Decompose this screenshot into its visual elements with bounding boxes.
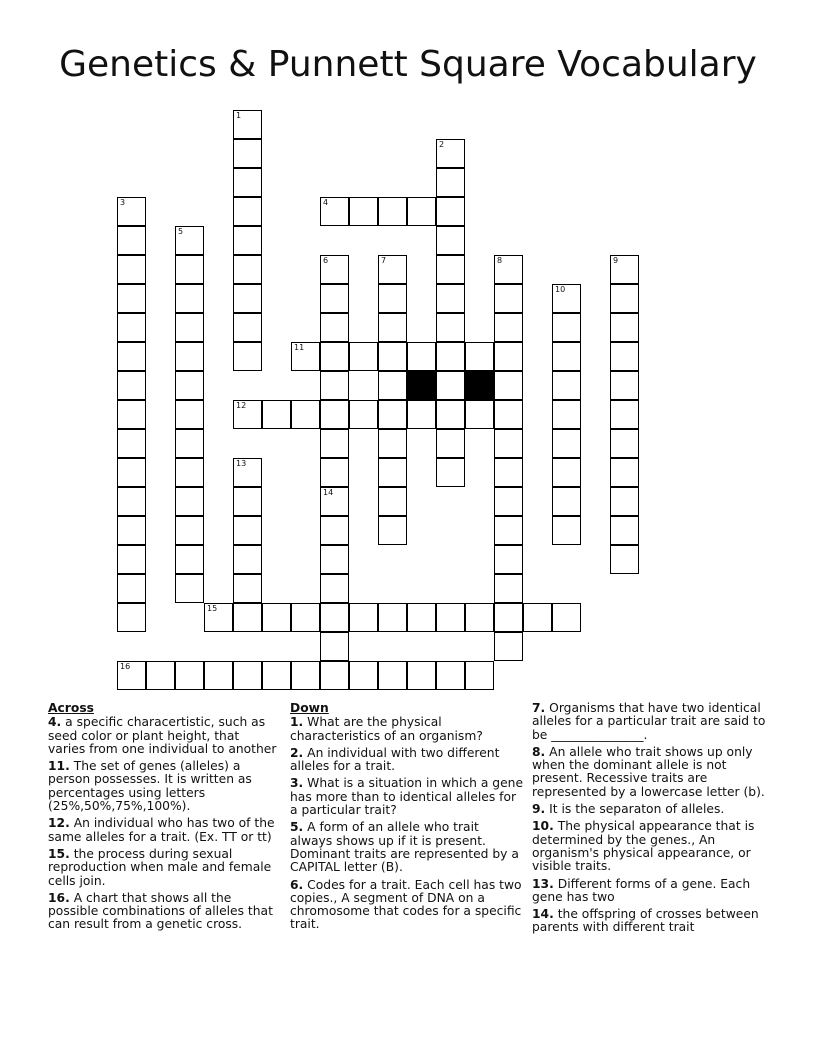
grid-cell[interactable]: [378, 284, 407, 313]
grid-cell[interactable]: [117, 487, 146, 516]
grid-cell[interactable]: [494, 313, 523, 342]
grid-cell[interactable]: [494, 284, 523, 313]
grid-cell[interactable]: [233, 574, 262, 603]
grid-cell[interactable]: [117, 603, 146, 632]
clue-number: 2.: [290, 745, 304, 760]
grid-cell[interactable]: [262, 661, 291, 690]
grid-cell[interactable]: [494, 545, 523, 574]
grid-cell[interactable]: [407, 400, 436, 429]
grid-cell[interactable]: [233, 458, 262, 487]
grid-cell[interactable]: [378, 487, 407, 516]
cell-number: 12: [236, 401, 247, 410]
grid-cell[interactable]: [610, 255, 639, 284]
grid-cell[interactable]: [436, 168, 465, 197]
grid-cell[interactable]: [494, 632, 523, 661]
grid-cell[interactable]: [320, 342, 349, 371]
grid-cell[interactable]: [552, 313, 581, 342]
grid-cell[interactable]: [436, 342, 465, 371]
grid-cell[interactable]: [117, 313, 146, 342]
grid-cell[interactable]: [175, 400, 204, 429]
grid-cell[interactable]: [117, 458, 146, 487]
grid-cell[interactable]: [204, 661, 233, 690]
grid-cell[interactable]: [552, 284, 581, 313]
clue-down-6: [290, 879, 524, 932]
grid-cell[interactable]: [233, 661, 262, 690]
clue-number: 12.: [48, 816, 70, 831]
grid-cell[interactable]: [233, 284, 262, 313]
grid-cell[interactable]: [175, 429, 204, 458]
clue-number: 6.: [290, 877, 304, 892]
grid-cell[interactable]: [378, 429, 407, 458]
grid-cell[interactable]: [349, 603, 378, 632]
cell-number: 2: [439, 140, 445, 149]
grid-cell[interactable]: [552, 516, 581, 545]
puzzle-title: Genetics & Punnett Square Vocabulary: [59, 44, 757, 85]
clue-down-1: [290, 716, 524, 743]
grid-cell[interactable]: [117, 429, 146, 458]
grid-cell[interactable]: [494, 516, 523, 545]
grid-cell[interactable]: [494, 574, 523, 603]
grid-cell[interactable]: [175, 458, 204, 487]
cell-number: 5: [178, 227, 184, 236]
clue-number: 3.: [290, 776, 304, 791]
grid-cell[interactable]: [233, 516, 262, 545]
grid-cell[interactable]: [610, 429, 639, 458]
cell-number: 9: [613, 256, 619, 265]
grid-cell[interactable]: [320, 458, 349, 487]
grid-cell[interactable]: [117, 516, 146, 545]
grid-cell[interactable]: [523, 603, 552, 632]
down-heading: Down: [290, 701, 329, 715]
grid-cell[interactable]: [436, 226, 465, 255]
grid-cell[interactable]: [233, 226, 262, 255]
grid-cell[interactable]: [436, 603, 465, 632]
clue-across-16: [48, 892, 280, 932]
clue-number: 13.: [532, 876, 554, 891]
grid-cell[interactable]: [407, 603, 436, 632]
grid-cell[interactable]: [465, 400, 494, 429]
grid-cell[interactable]: [175, 516, 204, 545]
clue-number: 10.: [532, 819, 554, 834]
grid-cell[interactable]: [610, 545, 639, 574]
clue-text: a specific characertistic, such as seed color or plant height, that varies from one individual to another: [48, 715, 277, 756]
grid-cell[interactable]: [436, 139, 465, 168]
cell-number: 14: [323, 488, 334, 497]
grid-cell[interactable]: [175, 661, 204, 690]
clue-number: 16.: [48, 890, 70, 905]
clue-text: Codes for a trait. Each cell has two copies., A segment of DNA on a chromosome that codes for a specific trait.: [290, 877, 522, 932]
clue-down-3: [290, 777, 524, 817]
clue-text: The set of genes (alleles) a person possesses. It is written as percentages using letters (25%,50%,75%,100%).: [48, 759, 252, 814]
clue-text: the offspring of crosses between parents with different trait: [532, 907, 759, 935]
grid-cell[interactable]: [552, 603, 581, 632]
clue-down-10: [532, 820, 768, 873]
grid-cell[interactable]: [233, 313, 262, 342]
clue-down-8: [532, 746, 768, 799]
clue-down-7: [532, 702, 768, 742]
clue-number: 14.: [532, 907, 554, 922]
clue-text: What is a situation in which a gene has more than to identical alleles for a particular trait?: [290, 776, 524, 818]
grid-cell[interactable]: [494, 603, 523, 632]
cell-number: 15: [207, 604, 218, 613]
grid-cell[interactable]: [117, 400, 146, 429]
grid-cell[interactable]: [117, 284, 146, 313]
grid-cell[interactable]: [175, 342, 204, 371]
grid-cell[interactable]: [465, 342, 494, 371]
across-clues: [48, 702, 280, 936]
grid-cell[interactable]: [233, 197, 262, 226]
grid-cell[interactable]: [291, 661, 320, 690]
grid-cell[interactable]: [610, 371, 639, 400]
blocked-cell: [465, 371, 494, 400]
grid-cell[interactable]: [494, 429, 523, 458]
grid-cell[interactable]: [378, 313, 407, 342]
grid-cell[interactable]: [175, 574, 204, 603]
clue-text: A form of an allele who trait always shows up if it is present. Dominant traits are represented by a CAPITAL letter (B).: [290, 820, 519, 875]
grid-cell[interactable]: [610, 516, 639, 545]
clue-text: An individual who has two of the same alleles for a trait. (Ex. TT or tt): [48, 816, 275, 844]
grid-cell[interactable]: [320, 661, 349, 690]
grid-cell[interactable]: [320, 516, 349, 545]
grid-cell[interactable]: [436, 429, 465, 458]
cell-number: 10: [555, 285, 566, 294]
grid-cell[interactable]: [320, 487, 349, 516]
across-heading: Across: [48, 701, 94, 715]
clue-number: 5.: [290, 820, 304, 835]
grid-cell[interactable]: [175, 313, 204, 342]
clue-number: 11.: [48, 759, 70, 774]
grid-cell[interactable]: [233, 603, 262, 632]
clue-down-13: [532, 878, 768, 905]
grid-cell[interactable]: [262, 400, 291, 429]
grid-cell[interactable]: [436, 458, 465, 487]
grid-cell[interactable]: [349, 197, 378, 226]
clue-across-15: [48, 848, 280, 888]
grid-cell[interactable]: [436, 255, 465, 284]
grid-cell[interactable]: [494, 342, 523, 371]
grid-cell[interactable]: [175, 226, 204, 255]
grid-cell[interactable]: [233, 110, 262, 139]
clue-down-14: [532, 908, 768, 935]
clue-number: 9.: [532, 802, 546, 817]
cell-number: 4: [323, 198, 329, 207]
grid-cell[interactable]: [407, 197, 436, 226]
cell-number: 11: [294, 343, 305, 352]
clue-text: A chart that shows all the possible combinations of alleles that can result from a genetic cross.: [48, 890, 273, 932]
grid-cell[interactable]: [378, 603, 407, 632]
grid-cell[interactable]: [320, 545, 349, 574]
grid-cell[interactable]: [146, 661, 175, 690]
grid-cell[interactable]: [436, 400, 465, 429]
grid-cell[interactable]: [117, 226, 146, 255]
grid-cell[interactable]: [436, 284, 465, 313]
grid-cell[interactable]: [349, 661, 378, 690]
grid-cell[interactable]: [117, 661, 146, 690]
grid-cell[interactable]: [117, 342, 146, 371]
grid-cell[interactable]: [320, 400, 349, 429]
grid-cell[interactable]: [436, 371, 465, 400]
grid-cell[interactable]: [233, 139, 262, 168]
grid-cell[interactable]: [262, 603, 291, 632]
grid-cell[interactable]: [320, 429, 349, 458]
grid-cell[interactable]: [320, 284, 349, 313]
grid-cell[interactable]: [233, 487, 262, 516]
grid-cell[interactable]: [349, 400, 378, 429]
clue-text: Different forms of a gene. Each gene has two: [532, 876, 751, 904]
grid-cell[interactable]: [610, 487, 639, 516]
grid-cell[interactable]: [233, 400, 262, 429]
grid-cell[interactable]: [378, 400, 407, 429]
grid-cell[interactable]: [320, 255, 349, 284]
grid-cell[interactable]: [494, 255, 523, 284]
grid-cell[interactable]: [175, 545, 204, 574]
grid-cell[interactable]: [494, 400, 523, 429]
clue-number: 4.: [48, 715, 62, 730]
clue-down-2: [290, 747, 524, 774]
grid-cell[interactable]: [320, 574, 349, 603]
grid-cell[interactable]: [610, 284, 639, 313]
grid-cell[interactable]: [494, 458, 523, 487]
cell-number: 7: [381, 256, 387, 265]
clue-text: The physical appearance that is determined by the genes., An organism's physical appearance, or visible traits.: [532, 819, 755, 874]
grid-cell[interactable]: [378, 458, 407, 487]
grid-cell[interactable]: [436, 661, 465, 690]
cell-number: 3: [120, 198, 126, 207]
grid-cell[interactable]: [320, 371, 349, 400]
clue-number: 1.: [290, 715, 304, 730]
down-clues: [290, 702, 524, 936]
clue-across-11: [48, 760, 280, 813]
grid-cell[interactable]: [552, 371, 581, 400]
grid-cell[interactable]: [117, 545, 146, 574]
clue-down-5: [290, 821, 524, 874]
grid-cell[interactable]: [552, 458, 581, 487]
clue-text: An individual with two different alleles for a trait.: [290, 745, 500, 774]
grid-cell[interactable]: [552, 400, 581, 429]
grid-cell[interactable]: [552, 429, 581, 458]
grid-cell[interactable]: [320, 632, 349, 661]
grid-cell[interactable]: [233, 168, 262, 197]
clue-number: 7.: [532, 701, 546, 715]
grid-cell[interactable]: [233, 342, 262, 371]
grid-cell[interactable]: [378, 371, 407, 400]
grid-cell[interactable]: [494, 371, 523, 400]
clue-text: What are the physical characteristics of an organism?: [290, 715, 483, 743]
cell-number: 1: [236, 111, 242, 120]
grid-cell[interactable]: [494, 487, 523, 516]
grid-cell[interactable]: [175, 371, 204, 400]
grid-cell[interactable]: [320, 197, 349, 226]
cell-number: 6: [323, 256, 329, 265]
grid-cell[interactable]: [291, 603, 320, 632]
grid-cell[interactable]: [291, 342, 320, 371]
grid-cell[interactable]: [233, 545, 262, 574]
cell-number: 13: [236, 459, 247, 468]
grid-cell[interactable]: [378, 661, 407, 690]
grid-cell[interactable]: [117, 255, 146, 284]
grid-cell[interactable]: [610, 313, 639, 342]
grid-cell[interactable]: [436, 197, 465, 226]
clue-down-9: [532, 803, 768, 816]
clue-text: An allele who trait shows up only when the dominant allele is not present. Recessive traits are represented by a lowercase letter (b).: [532, 744, 765, 799]
grid-cell[interactable]: [378, 255, 407, 284]
clue-text: It is the separaton of alleles.: [549, 802, 725, 817]
grid-cell[interactable]: [610, 342, 639, 371]
grid-cell[interactable]: [436, 313, 465, 342]
grid-cell[interactable]: [175, 284, 204, 313]
grid-cell[interactable]: [378, 197, 407, 226]
clue-text: the process during sexual reproduction when male and female cells join.: [48, 846, 272, 888]
grid-cell[interactable]: [291, 400, 320, 429]
grid-cell[interactable]: [320, 313, 349, 342]
grid-cell[interactable]: [378, 342, 407, 371]
cell-number: 8: [497, 256, 503, 265]
grid-cell[interactable]: [465, 661, 494, 690]
clue-text: Organisms that have two identical alleles for a particular trait are said to be _______________.: [532, 701, 766, 742]
grid-cell[interactable]: [117, 197, 146, 226]
clue-across-4: [48, 716, 280, 756]
grid-cell[interactable]: [117, 574, 146, 603]
grid-cell[interactable]: [378, 516, 407, 545]
grid-cell[interactable]: [349, 342, 378, 371]
grid-cell[interactable]: [465, 603, 494, 632]
clue-across-12: [48, 817, 280, 844]
clue-number: 15.: [48, 846, 70, 861]
grid-cell[interactable]: [610, 458, 639, 487]
grid-cell[interactable]: [204, 603, 233, 632]
grid-cell[interactable]: [407, 661, 436, 690]
blocked-cell: [407, 371, 436, 400]
clue-number: 8.: [532, 744, 546, 759]
grid-cell[interactable]: [233, 255, 262, 284]
grid-cell[interactable]: [117, 371, 146, 400]
grid-cell[interactable]: [175, 255, 204, 284]
cell-number: 16: [120, 662, 131, 671]
grid-cell[interactable]: [175, 487, 204, 516]
down-clues-continued: [532, 702, 768, 939]
grid-cell[interactable]: [320, 603, 349, 632]
grid-cell[interactable]: [610, 400, 639, 429]
grid-cell[interactable]: [407, 342, 436, 371]
grid-cell[interactable]: [552, 342, 581, 371]
grid-cell[interactable]: [552, 487, 581, 516]
